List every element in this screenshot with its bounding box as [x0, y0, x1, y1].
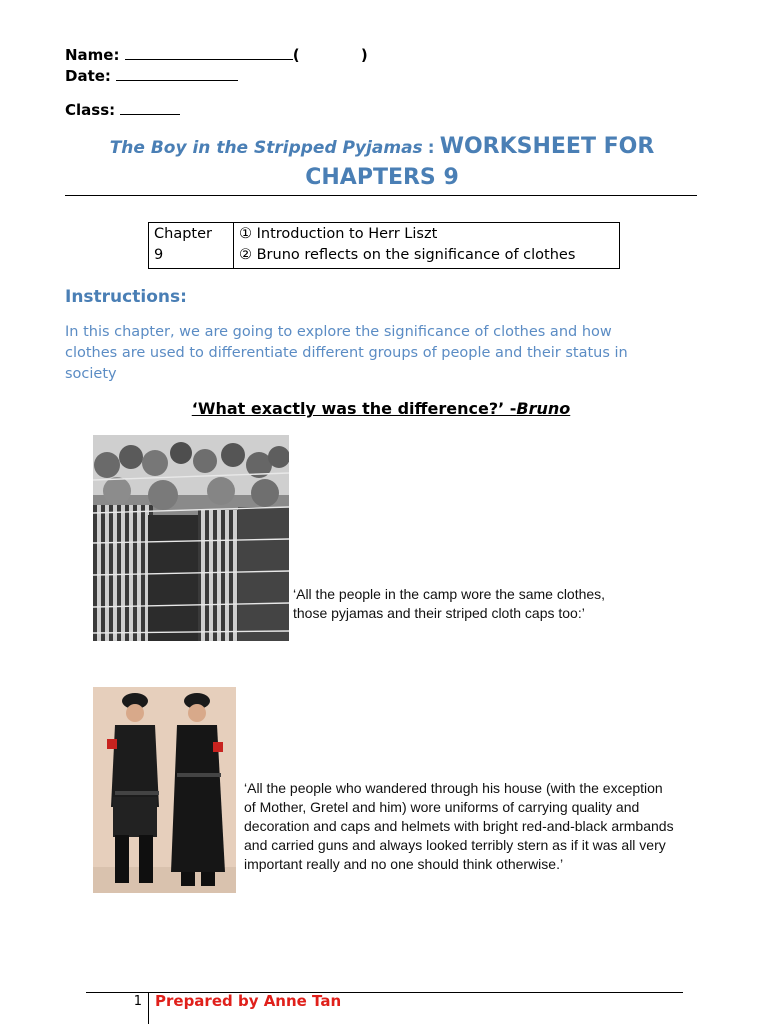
- book-title: The Boy in the Stripped Pyjamas: [109, 138, 423, 158]
- name-field: [65, 45, 368, 64]
- class-field: [65, 100, 180, 119]
- paren-close: ): [360, 46, 368, 64]
- camp-caption: ‘All the people in the camp wore the same clothes, those pyjamas and their striped cloth caps too:’: [293, 586, 606, 621]
- uniformed-officers-photo: [93, 687, 236, 893]
- date-blank[interactable]: [116, 66, 238, 81]
- chapter-cell: [149, 223, 234, 269]
- name-blank[interactable]: [125, 45, 293, 60]
- quote-text: ‘What exactly was the difference?’ -: [191, 399, 517, 418]
- chapter-label: Chapter: [154, 226, 212, 242]
- prepared-by: Prepared by Anne Tan: [155, 992, 342, 1010]
- title-divider: [65, 195, 697, 196]
- topic-item: ② Bruno reflects on the significance of clothes: [239, 247, 576, 263]
- title-main-line2: CHAPTERS 9: [305, 165, 459, 190]
- class-blank[interactable]: [120, 100, 180, 115]
- name-label: Name:: [65, 46, 120, 64]
- officers-caption: ‘All the people who wandered through his house (with the exception of Mother, Gretel and him) wore uniforms of carrying quality and decoration and caps and helmets with bright red-and-black armbands and carried guns and always looked terribly stern as if it was all very important really and no one should think otherwise.’: [244, 780, 674, 872]
- quote-heading: [65, 399, 697, 418]
- quote-author: Bruno: [516, 399, 571, 418]
- instructions-body: In this chapter, we are going to explore the significance of clothes and how clothes are used to differentiate different groups of people and their status in society: [65, 324, 628, 382]
- topics-cell: [234, 223, 620, 269]
- chapter-table: [148, 222, 620, 269]
- date-label: Date:: [65, 67, 111, 85]
- title-main-line1: WORKSHEET FOR: [439, 134, 655, 159]
- topic-item: ① Introduction to Herr Liszt: [239, 226, 438, 242]
- footer-separator: [148, 992, 149, 1024]
- worksheet-title: [60, 132, 704, 193]
- title-separator: :: [427, 138, 435, 158]
- camp-prisoners-photo: [93, 435, 289, 641]
- paren-open: (: [292, 46, 300, 64]
- chapter-number: 9: [154, 247, 164, 263]
- date-field: [65, 66, 238, 85]
- page-number: 1: [133, 994, 142, 1009]
- class-label: Class:: [65, 101, 116, 119]
- instructions-heading: Instructions:: [65, 287, 187, 307]
